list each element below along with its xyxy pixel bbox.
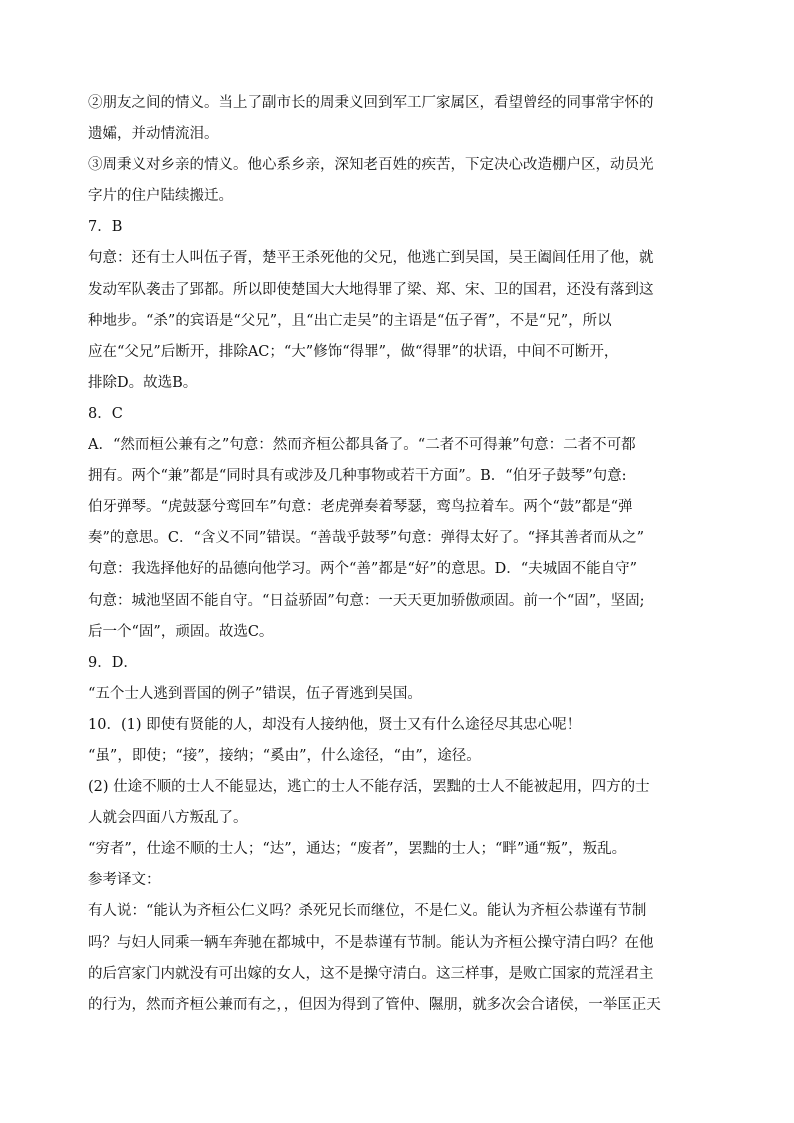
- text-line: 种地步。“杀”的宾语是“父兄”，且“出亡走吴”的主语是“伍子胥”，不是“兄”，所以: [88, 312, 612, 329]
- text-line: “穷者”，仕途不顺的士人；“达”，通达；“废者”，罢黜的士人；“畔”通“叛”，叛乱。: [88, 841, 627, 858]
- text-line: 句意：还有士人叫伍子胥，楚平王杀死他的父兄，他逃亡到吴国，吴王阖闾任用了他，就: [88, 250, 654, 267]
- text-line: 排除D。故选B。: [88, 374, 198, 391]
- text-line: 句意：我选择他好的品德向他学习。两个“善”都是“好”的意思。D．“夫城固不能自守”: [88, 561, 638, 578]
- question-number: 9．D．: [88, 654, 138, 671]
- question-number: 10．(1) 即使有贤能的人，却没有人接纳他，贤士又有什么途径尽其忠心呢！: [88, 716, 582, 733]
- section-heading: 参考译文：: [88, 872, 161, 889]
- text-line: 的后宫家门内就没有可出嫁的女人，这不是操守清白。这三样事，是败亡国家的荒淫君主: [88, 965, 654, 982]
- text-line: “五个士人逃到晋国的例子”错误，伍子胥逃到吴国。: [88, 685, 422, 702]
- text-line: 的行为，然而齐桓公兼而有之，，但因为得到了管仲、隰朋，就多次会合诸侯，一举匡正天: [88, 996, 661, 1013]
- text-line: 有人说：“能认为齐桓公仁义吗？杀死兄长而继位，不是仁义。能认为齐桓公恭谨有节制: [88, 903, 647, 920]
- text-line: (2) 仕途不顺的士人不能显达，逃亡的士人不能存活，罢黜的士人不能被起用，四方的士: [88, 779, 650, 796]
- text-line: 人就会四面八方叛乱了。: [88, 810, 248, 827]
- text-line: 句意：城池坚固不能自守。“日益骄固”句意：一天天更加骄傲顽固。前一个“固”，坚固;: [88, 592, 645, 609]
- text-line: ②朋友之间的情义。当上了副市长的周秉义回到军工厂家属区，看望曾经的同事常宇怀的: [88, 95, 654, 111]
- text-line: 奏”的意思。C．“含义不同”错误。“善哉乎鼓琴”句意：弹得太好了。“择其善者而从之”: [88, 530, 644, 547]
- text-line: 字片的住户陆续搬迁。: [88, 188, 233, 205]
- text-line: 吗？与妇人同乘一辆车奔驰在都城中，不是恭谨有节制。能认为齐桓公操守清白吗？在他: [88, 934, 654, 951]
- text-line: 拥有。两个“兼”都是“同时具有或涉及几种事物或若干方面”。B．“伯牙子鼓琴”句意:: [88, 468, 627, 485]
- question-number: 7．B: [88, 219, 123, 236]
- text-line: “虽”，即使；“接”，接纳；“奚由”，什么途径，“由”，途径。: [88, 747, 481, 764]
- text-line: 遗孀，并动情流泪。: [88, 126, 219, 143]
- text-line: 伯牙弹琴。“虎鼓瑟兮鸾回车”句意：老虎弹奏着琴瑟，鸾鸟拉着车。两个“鼓”都是“弹: [88, 499, 633, 516]
- text-line: 后一个“固”，顽固。故选C。: [88, 623, 274, 640]
- document-page: [88, 88, 714, 1021]
- question-number: 8．C: [88, 405, 123, 422]
- text-line: A．“然而桓公兼有之”句意：然而齐桓公都具备了。“二者不可得兼”句意：二者不可都: [88, 437, 636, 454]
- text-line: 发动军队袭击了郢都。所以即使楚国大大地得罪了梁、郑、宋、卫的国君，还没有落到这: [88, 281, 654, 298]
- text-line: 应在“父兄”后断开，排除AC；“大”修饰“得罪”，做“得罪”的状语，中间不可断开，: [88, 343, 619, 360]
- text-line: ③周秉义对乡亲的情义。他心系乡亲，深知老百姓的疾苦，下定决心改造棚户区，动员光: [88, 157, 654, 174]
